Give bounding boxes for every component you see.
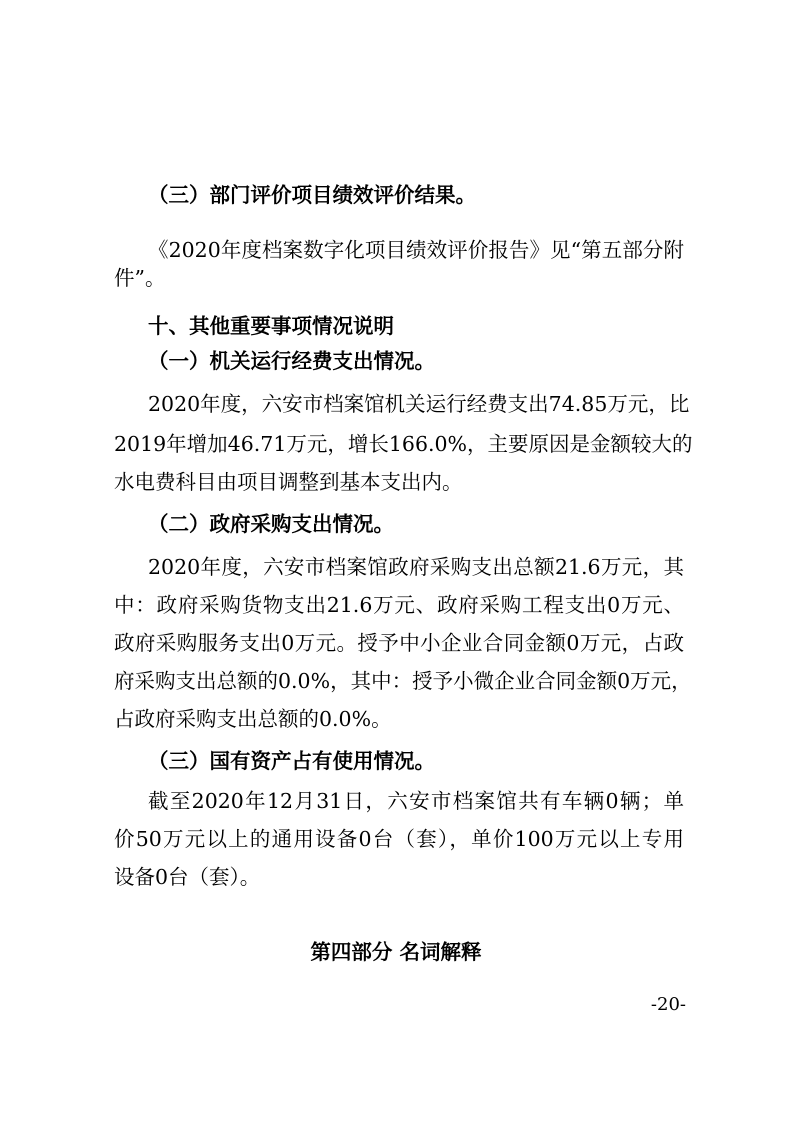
- paragraph-line: 设备0台（套）。: [114, 865, 261, 889]
- paragraph-line: 占政府采购支出总额的0.0%。: [114, 707, 392, 731]
- paragraph-line: 府采购支出总额的0.0%，其中：授予小微企业合同金额0万元，: [114, 669, 692, 693]
- paragraph-line: 截至2020年12月31日，六安市档案馆共有车辆0辆；单: [148, 789, 684, 813]
- paragraph-line: 《2020年度档案数字化项目绩效评价报告》见“第五部分附: [148, 238, 684, 262]
- paragraph-line: 件”。: [114, 266, 166, 290]
- section-heading-ten: 十、其他重要事项情况说明: [148, 314, 394, 338]
- paragraph-line: 价50万元以上的通用设备0台（套），单价100万元以上专用: [114, 827, 684, 851]
- paragraph-line: 政府采购服务支出0万元。授予中小企业合同金额0万元，占政: [114, 631, 684, 655]
- subheading-operating-expense: （一）机关运行经费支出情况。: [148, 349, 435, 373]
- paragraph-line: 中：政府采购货物支出21.6万元、政府采购工程支出0万元、: [114, 593, 684, 617]
- paragraph-line: 2020年度，六安市档案馆机关运行经费支出74.85万元，比: [148, 392, 690, 416]
- page-number: -20-: [650, 994, 686, 1015]
- heading-dept-evaluation: （三）部门评价项目绩效评价结果。: [148, 183, 476, 207]
- paragraph-line: 2020年度，六安市档案馆政府采购支出总额21.6万元，其: [148, 555, 684, 579]
- part-four-title: 第四部分 名词解释: [310, 940, 482, 964]
- paragraph-line: 2019年增加46.71万元，增长166.0%，主要原因是金额较大的: [114, 432, 693, 456]
- subheading-state-assets: （三）国有资产占有使用情况。: [148, 749, 435, 773]
- paragraph-line: 水电费科目由项目调整到基本支出内。: [114, 470, 463, 494]
- subheading-procurement: （二）政府采购支出情况。: [148, 512, 394, 536]
